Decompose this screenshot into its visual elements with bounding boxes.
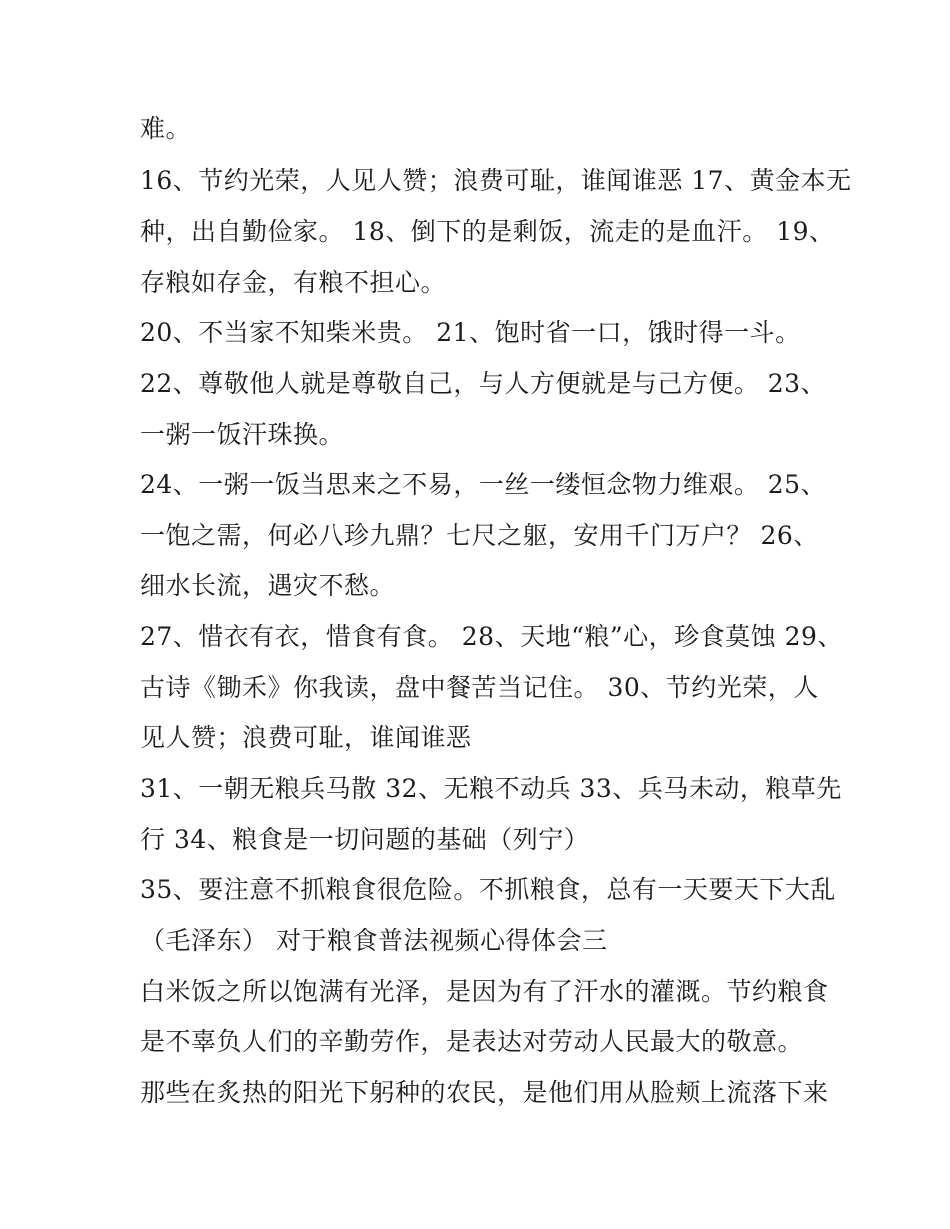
text-line: 种，出自勤俭家。 18、倒下的是剩饭，流走的是血汗。 19、	[140, 217, 835, 246]
text-line: 难。	[140, 114, 192, 143]
text-line: 31、一朝无粮兵马散 32、无粮不动兵 33、兵马未动，粮草先	[140, 774, 842, 803]
text-line: 22、尊敬他人就是尊敬自己，与人方便就是与己方便。 23、	[140, 369, 827, 398]
text-line: 一饱之需，何必八珍九鼎？七尺之躯，安用千门万户？ 26、	[140, 521, 819, 550]
text-line: 一粥一饭汗珠换。	[140, 420, 345, 449]
text-line: 35、要注意不抓粮食很危险。不抓粮食，总有一天要天下大乱	[140, 875, 836, 904]
text-line: 存粮如存金，有粮不担心。	[140, 268, 447, 297]
text-line: 行 34、粮食是一切问题的基础（列宁）	[140, 825, 590, 854]
text-line: 16、节约光荣，人见人赞；浪费可耻，谁闻谁恶 17、黄金本无	[140, 166, 852, 195]
text-line: 白米饭之所以饱满有光泽，是因为有了汗水的灌溉。节约粮食	[140, 977, 829, 1006]
text-line: 27、惜衣有衣，惜食有食。 28、天地“粮”心，珍食莫蚀 29、	[140, 622, 843, 651]
text-line: 古诗《锄禾》你我读，盘中餐苦当记住。 30、节约光荣，人	[140, 673, 819, 702]
text-line: 那些在炙热的阳光下躬种的农民，是他们用从脸颊上流落下来	[140, 1078, 829, 1107]
text-line: 20、不当家不知柴米贵。 21、饱时省一口，饿时得一斗。	[140, 318, 801, 347]
text-line: 是不辜负人们的辛勤劳作，是表达对劳动人民最大的敬意。	[140, 1027, 804, 1056]
text-line: 24、一粥一饭当思来之不易，一丝一缕恒念物力维艰。 25、	[140, 470, 827, 499]
text-line: 细水长流，遇灾不愁。	[140, 571, 396, 600]
text-line: 见人赞；浪费可耻，谁闻谁恶	[140, 723, 472, 752]
text-line: （毛泽东） 对于粮食普法视频心得体会三	[140, 926, 608, 955]
